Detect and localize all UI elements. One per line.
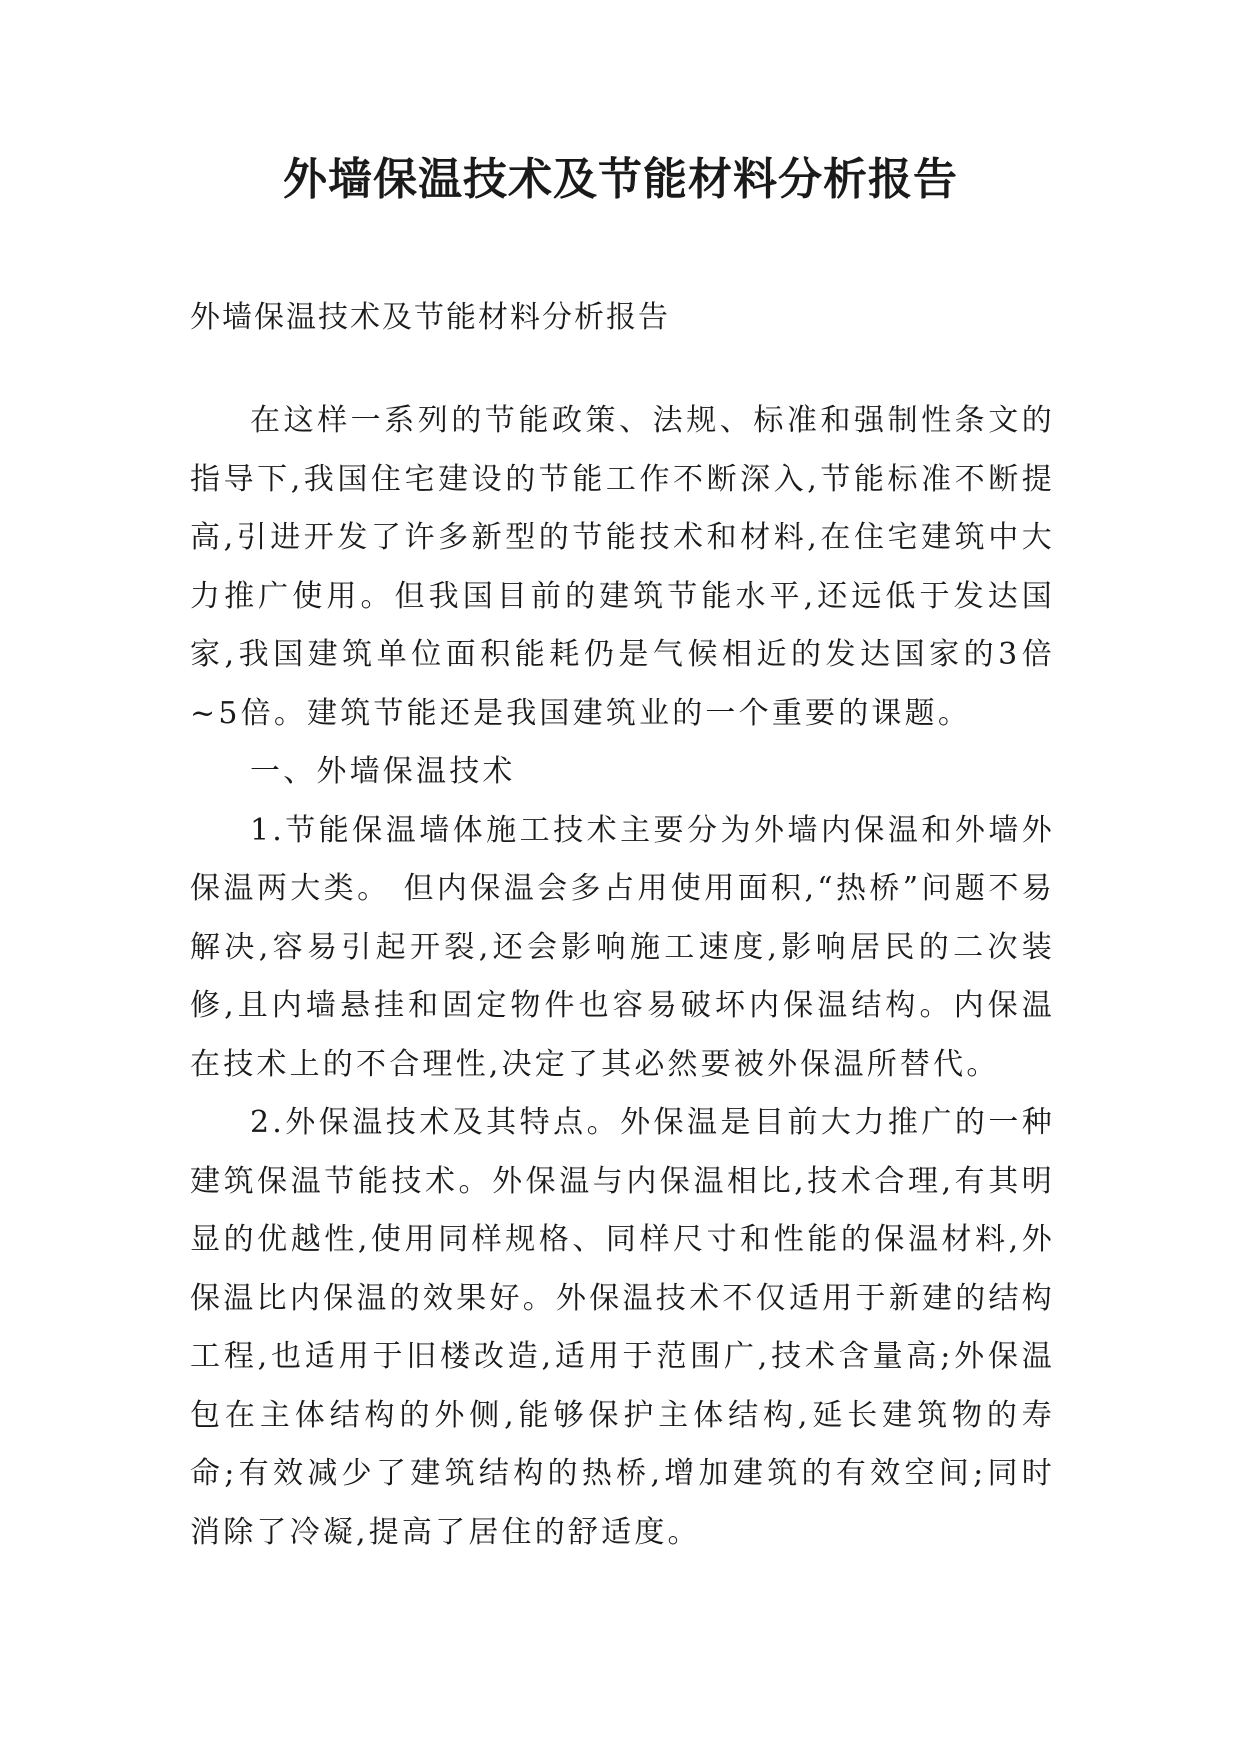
section-heading-exterior-insulation: 一、外墙保温技术 <box>250 754 516 789</box>
document-subtitle: 外墙保温技术及节能材料分析报告 <box>190 300 670 335</box>
paragraph-point-2: 2.外保温技术及其特点。外保温是目前大力推广的一种建筑保温节能技术。外保温与内保温相比,技术合理,有其明显的优越性,使用同样规格、同样尺寸和性能的保温材料,外保温比内保温的效果好。外保温技术不仅适用于新建的结构工程,也适用于旧楼改造,适用于范围广,技术含量高;外保温包在主体结构的外侧,能够保护主体结构,延长建筑物的寿命;有效减少了建筑结构的热桥,增加建筑的有效空间;同时消除了冷凝,提高了居住的舒适度。 <box>190 1105 1055 1550</box>
document-body <box>190 290 1055 1562</box>
paragraph-intro: 在这样一系列的节能政策、法规、标准和强制性条文的指导下,我国住宅建设的节能工作不断深入,节能标准不断提高,引进开发了许多新型的节能技术和材料,在住宅建筑中大力推广使用。但我国目前的建筑节能水平,还远低于发达国家,我国建筑单位面积能耗仍是气候相近的发达国家的3倍~5倍。建筑节能还是我国建筑业的一个重要的课题。 <box>190 403 1055 731</box>
document-title: 外墙保温技术及节能材料分析报告 <box>283 154 958 205</box>
paragraph-point-1: 1.节能保温墙体施工技术主要分为外墙内保温和外墙外保温两大类。 但内保温会多占用使用面积,“热桥”问题不易解决,容易引起开裂,还会影响施工速度,影响居民的二次装修,且内墙悬挂和固定物件也容易破坏内保温结构。内保温在技术上的不合理性,决定了其必然要被外保温所替代。 <box>190 812 1055 1082</box>
